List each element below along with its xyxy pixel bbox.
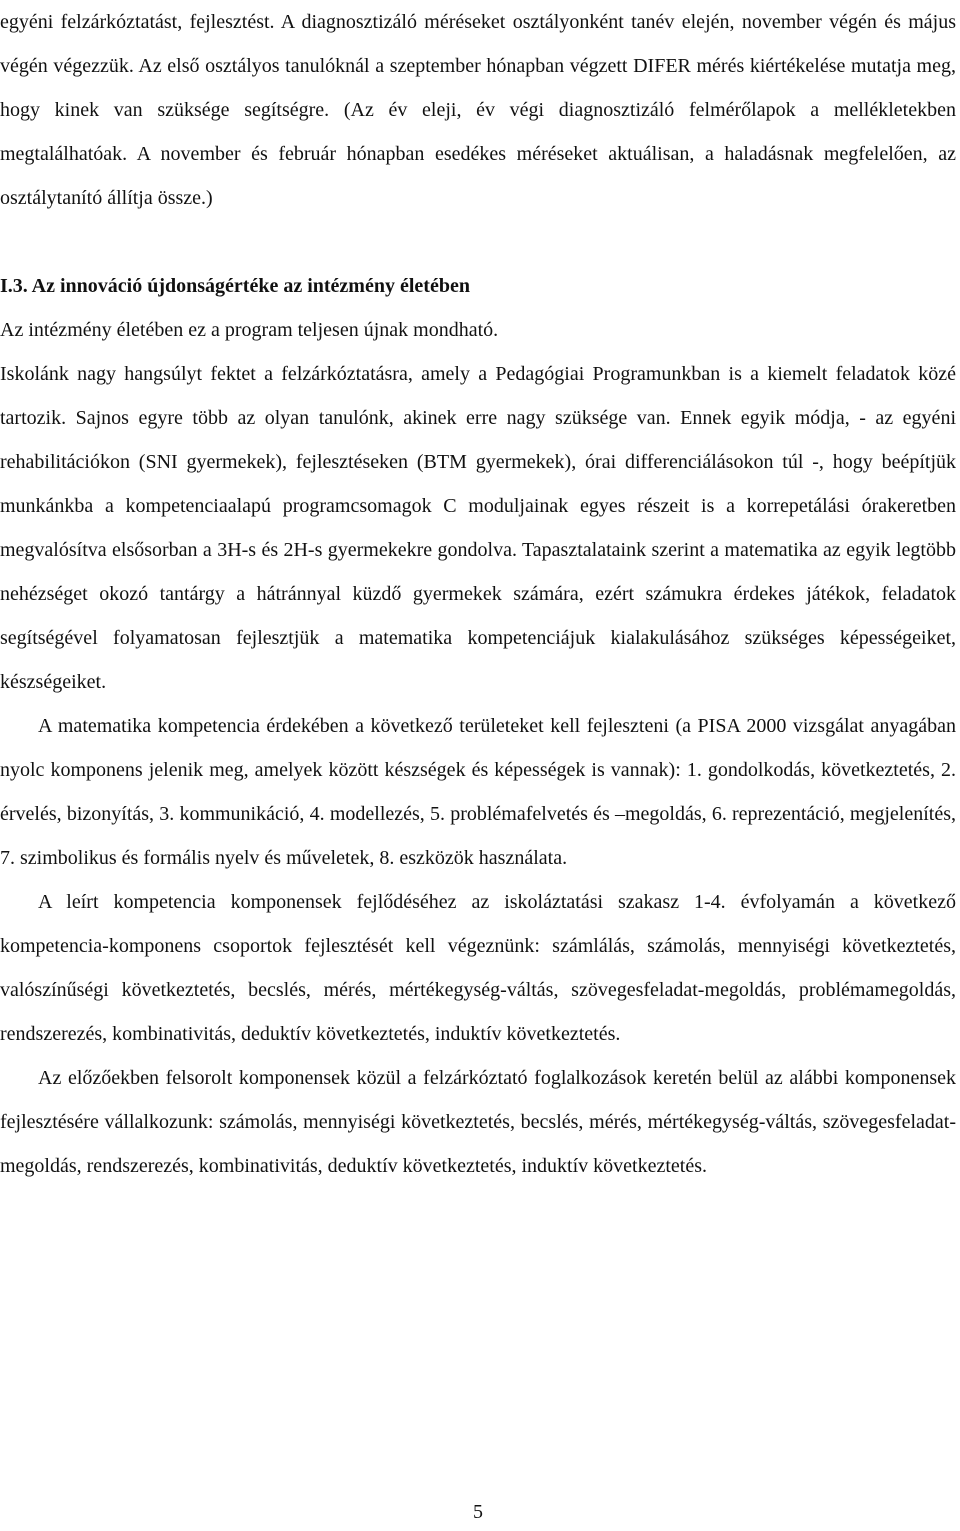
paragraph-5: Az előzőekben felsorolt komponensek közül a felzárkóztató foglalkozások keretén belül az alábbi komponensek fejlesztésére vállalkozunk: számolás, mennyiségi következtetés, becslés, mérés, mértékegység-váltás, szövegesfeladat-megoldás, rendszerezés, kombinativitás, deduktív következtetés, induktív következtetés. bbox=[0, 1067, 956, 1177]
paragraph-1: Az intézmény életében ez a program teljesen újnak mondható. bbox=[0, 319, 499, 341]
paragraph-intro: egyéni felzárkóztatást, fejlesztést. A diagnosztizáló méréseket osztályonként tanév elején, november végén és május végén végezzük. Az első osztályos tanulóknál a szeptember hónapban végzett DIFER mérés kiértékelése mutatja meg, hogy kinek van szüksége segítségre. (Az év eleji, év végi diagnosztizáló felmérőlapok a mellékletekben megtalálhatóak. A november és február hónapban esedékes méréseket aktuálisan, a haladásnak megfelelően, az osztálytanító állítja össze.) bbox=[0, 11, 956, 209]
paragraph-4: A leírt kompetencia komponensek fejlődéséhez az iskoláztatási szakasz 1-4. évfolyamán a következő kompetencia-komponens csoportok fejlesztését kell végeznünk: számlálás, számolás, mennyiségi következtetés, valószínűségi következtetés, becslés, mérés, mértékegység-váltás, szövegesfeladat-megoldás, problémamegoldás, rendszerezés, kombinativitás, deduktív következtetés, induktív következtetés. bbox=[0, 891, 956, 1045]
paragraph-3: A matematika kompetencia érdekében a következő területeket kell fejleszteni (a PISA 2000 vizsgálat anyagában nyolc komponens jelenik meg, amelyek között készségek és képességek is vannak): 1. gondolkodás, következtetés, 2. érvelés, bizonyítás, 3. kommunikáció, 4. modellezés, 5. problémafelvetés és –megoldás, 6. reprezentáció, megjelenítés, 7. szimbolikus és formális nyelv és műveletek, 8. eszközök használata. bbox=[0, 715, 956, 869]
paragraph-2: Iskolánk nagy hangsúlyt fektet a felzárkóztatásra, amely a Pedagógiai Programunkban is a kiemelt feladatok közé tartozik. Sajnos egyre több az olyan tanulónk, akinek erre nagy szüksége van. Ennek egyik módja, - az egyéni rehabilitációkon (SNI gyermekek), fejlesztéseken (BTM gyermekek), órai differenciálásokon túl -, hogy beépítjük munkánkba a kompetenciaalapú programcsomagok C moduljainak egyes részeit is a korrepetálási órakeretben megvalósítva elsősorban a 3H-s és 2H-s gyermekekre gondolva. Tapasztalataink szerint a matematika az egyik legtöbb nehézséget okozó tantárgy a hátránnyal küzdő gyermekek számára, ezért számukra érdekes játékok, feladatok segítségével folyamatosan fejlesztjük a matematika kompetenciájuk kialakulásához szükséges képességeiket, készségeiket. bbox=[0, 363, 956, 693]
section-spacer bbox=[0, 220, 956, 264]
section-heading: I.3. Az innováció újdonságértéke az intézmény életében bbox=[0, 275, 470, 297]
page-number: 5 bbox=[473, 1501, 483, 1523]
